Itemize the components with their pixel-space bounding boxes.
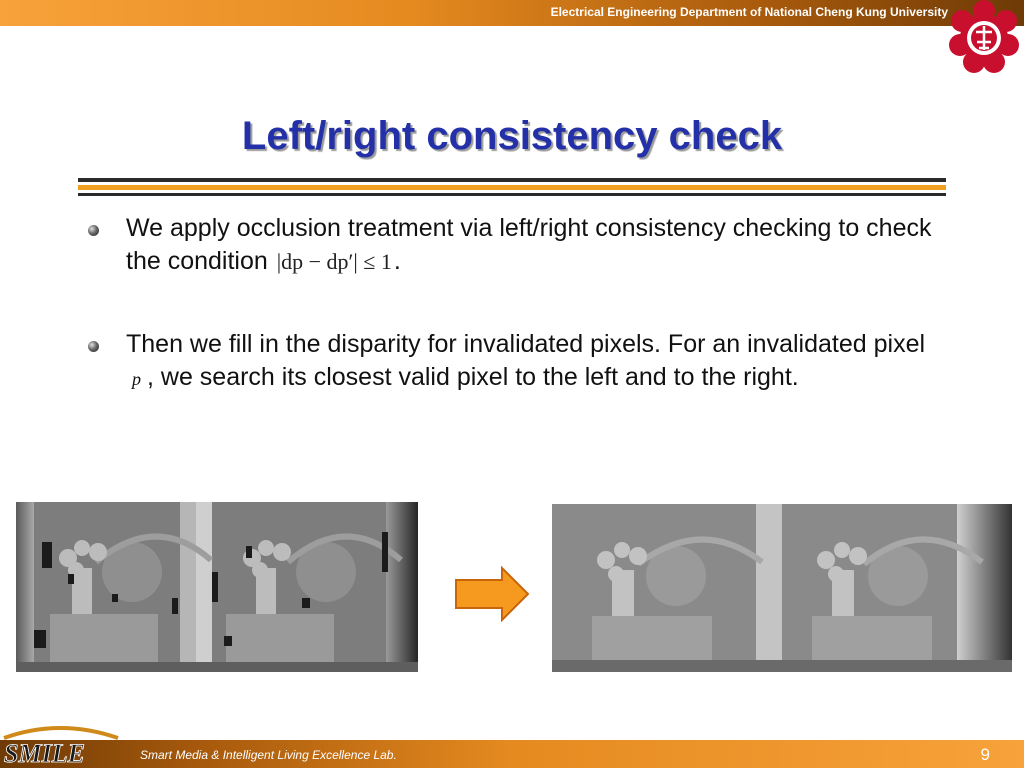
- title-divider-bottom: [78, 193, 946, 196]
- bullet-text-2b: , we search its closest valid pixel to the left and to the right.: [147, 363, 799, 391]
- bullet-icon: [88, 225, 99, 236]
- bullet-list: [88, 212, 938, 396]
- bullet-text-1b: .: [393, 247, 401, 275]
- slide-title: Left/right consistency check: [241, 114, 783, 158]
- smile-logo-icon: [0, 724, 124, 768]
- bullet-text-2a: Then we fill in the disparity for invalidated pixels. For an invalidated pixel: [126, 330, 926, 358]
- disparity-map-after: [552, 504, 1012, 672]
- institution-name: Electrical Engineering Department of National Cheng Kung University: [550, 5, 948, 19]
- title-divider-middle: [78, 185, 946, 190]
- university-seal-icon: [946, 0, 1022, 74]
- header-bar: [0, 0, 1024, 26]
- pixel-symbol: p: [132, 369, 141, 389]
- title-divider-top: [78, 178, 946, 182]
- bullet-item: [88, 212, 938, 278]
- bullet-item: [88, 328, 938, 396]
- bullet-icon: [88, 341, 99, 352]
- lab-name: Smart Media & Intelligent Living Excellence Lab.: [140, 748, 397, 762]
- logo-text: SMILE: [4, 739, 85, 768]
- disparity-map-before: [16, 502, 418, 672]
- right-arrow-icon: [454, 566, 530, 622]
- page-number: 9: [980, 745, 990, 764]
- consistency-formula: |dp − dp′| ≤ 1: [276, 249, 392, 274]
- bullet-text-1a: We apply occlusion treatment via left/right consistency checking to check the condition: [126, 214, 932, 275]
